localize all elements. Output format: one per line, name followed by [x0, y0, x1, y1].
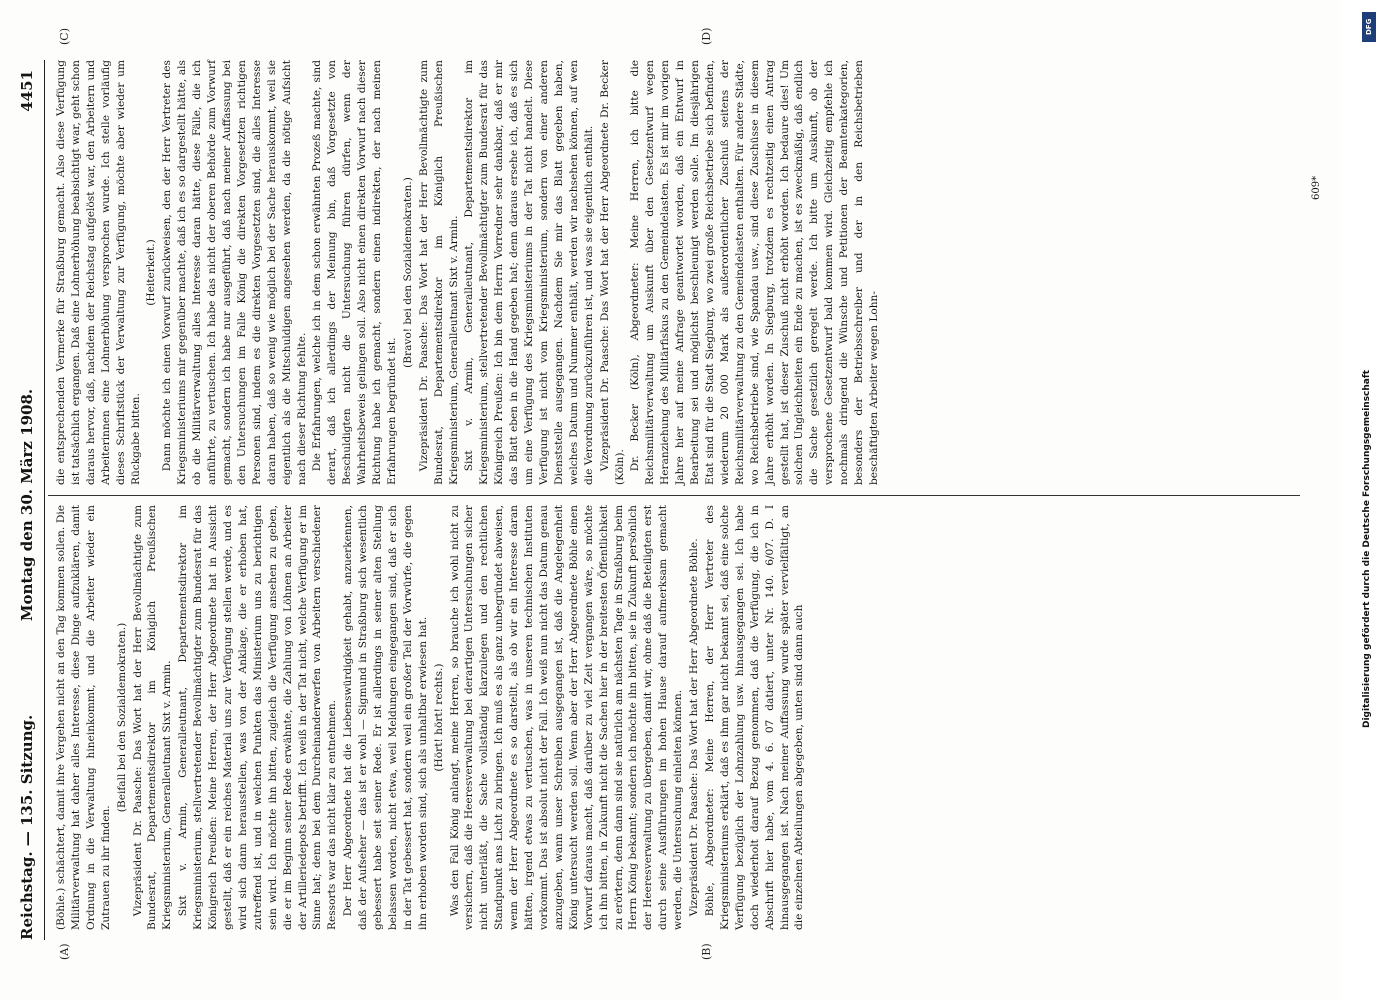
paragraph: Vizepräsident Dr. Paasche: Das Wort hat der Herr Abgeordnete Dr. Becker (Köln). [598, 60, 626, 485]
paragraph: (Heiterkeit.) [145, 239, 158, 306]
paragraph: (Böhle.) schächtert, damit ihre Vergehen nicht an den Tag kommen sollen. Die Militärverwaltung hat daher alles Interesse, diese Dinge aufzuklären, damit Ordnung in die Verwaltung hineinkommt, und die Arbeiter wieder ein Zutrauen zu ihr finden. [55, 505, 112, 930]
paragraph: (Bravo! bei den Sozialdemokraten.) [401, 177, 414, 368]
paragraph: Was den Fall König anlangt, meine Herren, so brauche ich wohl nicht zu versichern, daß die Heeresverwaltung bei derartigen Untersuchungen sicher nicht unterläßt, die Sache vollständig klarzulegen und den rechtlichen Standpunkt ans Licht zu bringen. Ich muß es als ganz unbegründet abweisen, wenn der Herr Abgeordnete es so darstellt, als ob wir ein Interesse daran hätten, irgend etwas zu vertuschen, was in unseren technischen Instituten vorkommt. Das ist absolut nicht der Fall. Ich weiß nun nicht das Datum genau anzugeben, wann unser Schreiben ausgegangen ist, daß die Angelegenheit König untersucht werden soll. Wenn aber der Herr Abgeordnete Böhle einen Vorwurf daraus macht, daß darüber zu viel Zeit vergangen wäre, so möchte ich ihn bitten, in Zukunft nicht die Sachen hier in der breitesten Öffentlichkeit zu erörtern, denn dann sind sie natürlich am nächsten Tage in Straßburg beim Herrn König bekannt; sondern ich möchte ihn bitten, sie in Zukunft persönlich der Heeresverwaltung zu übergeben, damit wir, ohne daß die Beteiligten erst durch seine Ausführungen im hohen Hause darauf aufmerksam gemacht werden, die Untersuchung einleiten können. [448, 505, 685, 930]
page-number: 4451 [18, 70, 36, 112]
paragraph: Sixt v. Armin, Generalleutnant, Departementsdirektor im Kriegsministerium, stellvertretender Bevollmächtigter zum Bundesrat für das Königreich Preußen: Ich bin dem Herrn Vorredner sehr dankbar, daß er mir das Blatt eben in die Hand gegeben hat; denn daraus ersehe ich, daß es sich um eine Verfügung des Kriegsministeriums in der Tat nicht handelt. Diese Verfügung ist nicht vom Kriegsministerium, sondern von einer anderen Dienststelle ausgegangen. Nachdem Sie mir das Blatt gegeben haben, welches Datum und Nummer enthält, werden wir nachsehen können, auf wen die Verordnung zurückzuführen ist, und was sie eigentlich enthält. [463, 60, 595, 485]
header-left: Reichstag. — 135. Sitzung. [18, 714, 36, 940]
margin-letter-c: (C) [58, 28, 71, 45]
left-column [54, 505, 1300, 930]
margin-letter-a: (A) [58, 943, 71, 960]
dfg-logo: DFG [1362, 12, 1376, 42]
paragraph: Vizepräsident Dr. Paasche: Das Wort hat der Herr Bevollmächtigte zum Bundesrat, Departementsdirektor im Königlich Preußischen Kriegsministerium, Generalleutnant Sixt v. Armin. [417, 60, 460, 485]
paragraph: (Beifall bei den Sozialdemokraten.) [115, 622, 128, 813]
paragraph: Böhle, Abgeordneter: Meine Herren, der Herr Vertreter des Kriegsministeriums erklärt, daß es ihm gar nicht bekannt sei, daß eine solche Verfügung bezüglich der Lohnzahlung usw. hinausgegangen sei. Ich habe doch wiederholt darauf Bezug genommen, daß die Verfügung, die ich in Abschrift hier habe, vom 4. 6. 07 datiert, unter Nr. 140. 6/07. D. I hinausgegangen ist. Nach meiner Auffassung wurde später vervielfältigt, an die einzelnen Abteilungen abgegeben, unten sind dann auch [703, 505, 806, 930]
right-column [54, 60, 1300, 485]
signature-mark: 609* [1311, 175, 1322, 200]
paragraph: Der Herr Abgeordnete hat die Liebenswürdigkeit gehabt, anzuerkennen, daß der Aufseher — das ist er wohl — Sigmund in Straßburg sich wesentlich gebessert habe seit seiner Rede. Er ist allerdings in seiner alten Stellung belassen worden, nicht etwa, weil Meldungen eingegangen sind, daß er sich in der Tat gebessert hat, sondern weil ein großer Teil der Vorwürfe, die gegen ihn erhoben worden sind, sich als unhaltbar erwiesen hat. [342, 505, 429, 930]
page-header [18, 70, 44, 940]
paragraph: Dann möchte ich einen Vorwurf zurückweisen, den der Herr Vertreter des Kriegsministeriums mir gegenüber machte, daß ich es so dargestellt hätte, als ob die Militärverwaltung alles Interesse daran hätte, diese Fälle, die ich anführte, zu vertuschen. Ich habe das nicht der oberen Behörde zum Vorwurf gemacht, sondern ich habe nur ausgeführt, daß nach meiner Auffassung bei den Untersuchungen im Falle König die direkten Vorgesetzten richtigen Personen sind, indem es die direkten Vorgesetzten sind, die alles Interesse daran haben, daß so wenig wie möglich bei der Sache herauskommt, weil sie eigentlich als die Mitschuldigen angesehen werden, da die nötige Aufsicht nach dieser Richtung fehlte. [161, 60, 308, 485]
paragraph: Dr. Becker (Köln), Abgeordneter: Meine Herren, ich bitte die Reichsmilitärverwaltung um Auskunft über den Gesetzentwurf wegen Heranziehung des Militärfiskus zu den Gemeindelasten. Es ist mir im vorigen Jahre hier auf meine Anfrage geantwortet worden, daß ein Entwurf in Bearbeitung sei und möglichst beschleunigt werden solle. Im diesjährigen Etat sind für die Stadt Siegburg, wo zwei große Reichsbetriebe sich befinden, wiederum 20 000 Mark als außerordentlicher Zuschuß seitens der Reichsmilitärverwaltung zu den Gemeindelasten enthalten. Für andere Städte, wo Reichsbetriebe sind, wie Spandau usw., sind diese Zuschüsse in diesem Jahre erhöht worden. In Siegburg, trotzdem es rechtzeitig einen Antrag gestellt hat, ist dieser Zuschuß nicht erhöht worden. Ich bedaure dies! Um solchen Ungleichheiten ein Ende zu machen, ist es zweckmäßig, daß endlich die Sache gesetzlich geregelt werde. Ich bitte um Auskunft, ob der versprochene Gesetzentwurf bald kommen wird. Gleichzeitig empfehle ich nochmals dringend die Wünsche und Petitionen der Beamtenkategorien, besonders der Betriebsschreiber und der in den Reichsbetrieben beschäftigten Arbeiter wegen Lohn- [629, 60, 880, 485]
header-rule [44, 60, 45, 940]
margin-letter-d: (D) [700, 27, 713, 45]
digitization-credit [1362, 12, 1378, 992]
header-date: Montag den 30. März 1908. [18, 388, 36, 622]
paragraph: Sixt v. Armin, Generalleutnant, Departementsdirektor im Kriegsministerium, stellvertretender Bevollmächtigter zum Bundesrat für das Königreich Preußen: Meine Herren, der Herr Abgeordnete hat in Aussicht gestellt, daß er ein reiches Material uns zur Verfügung stellen werde, und es wird sich dann herausstellen, was von der Anklage, die er erhoben hat, zutreffend ist, und in welchen Punkten das Ministerium uns zu berichtigen sein wird. Ich möchte ihn bitten, zugleich die Verfügung ansehen zu geben, die er im Beginn seiner Rede erwähnte, die Zahlung von Löhnen an Arbeiter der Artilleriedepots betrifft. Ich weiß in der Tat nicht, welche Verfügung er im Sinne hat; denn bei dem Durcheinanderwerfen von Arbeitern verschiedener Ressorts war das nicht klar zu entnehmen. [177, 505, 339, 930]
margin-letter-b: (B) [700, 943, 713, 960]
paragraph: Vizepräsident Dr. Paasche: Das Wort hat der Herr Bevollmächtigte zum Bundesrat, Departementsdirektor im Königlich Preußischen Kriegsministerium, Generalleutnant Sixt v. Armin. [131, 505, 174, 930]
column-divider [48, 495, 1300, 496]
paragraph: Die Erfahrungen, welche ich in dem schon erwähnten Prozeß machte, sind derart, daß ich allerdings der Meinung bin, daß Vorgesetzte von Beschuldigten nicht die Untersuchung führen dürfen, wenn der Wahrheitsbeweis gelingen soll. Also nicht einen direkten Vorwurf nach dieser Richtung habe ich gemacht, sondern einen indirekten, der nach meinen Erfahrungen begründet ist. [311, 60, 398, 485]
paragraph: Vizepräsident Dr. Paasche: Das Wort hat der Herr Abgeordnete Böhle. [688, 538, 701, 917]
credit-text: Digitalisierung gefördert durch die Deutsche Forschungsgemeinschaft [1362, 369, 1372, 728]
paragraph: die entsprechenden Vermerke für Straßburg gemacht. Also diese Verfügung ist tatsächlich ergangen. Daß eine Lohnerhöhung beabsichtigt war, geht schon daraus hervor, daß, nachdem der Reichstag aufgelöst war, den Arbeitern und Arbeiterinnen eine Lohnerhöhung versprochen wurde. Ich stelle vorläufig dieses Schriftstück der Verwaltung zur Verfügung, möchte aber wieder um Rückgabe bitten. [55, 60, 142, 485]
paragraph: (Hört! hört! rechts.) [432, 663, 445, 772]
